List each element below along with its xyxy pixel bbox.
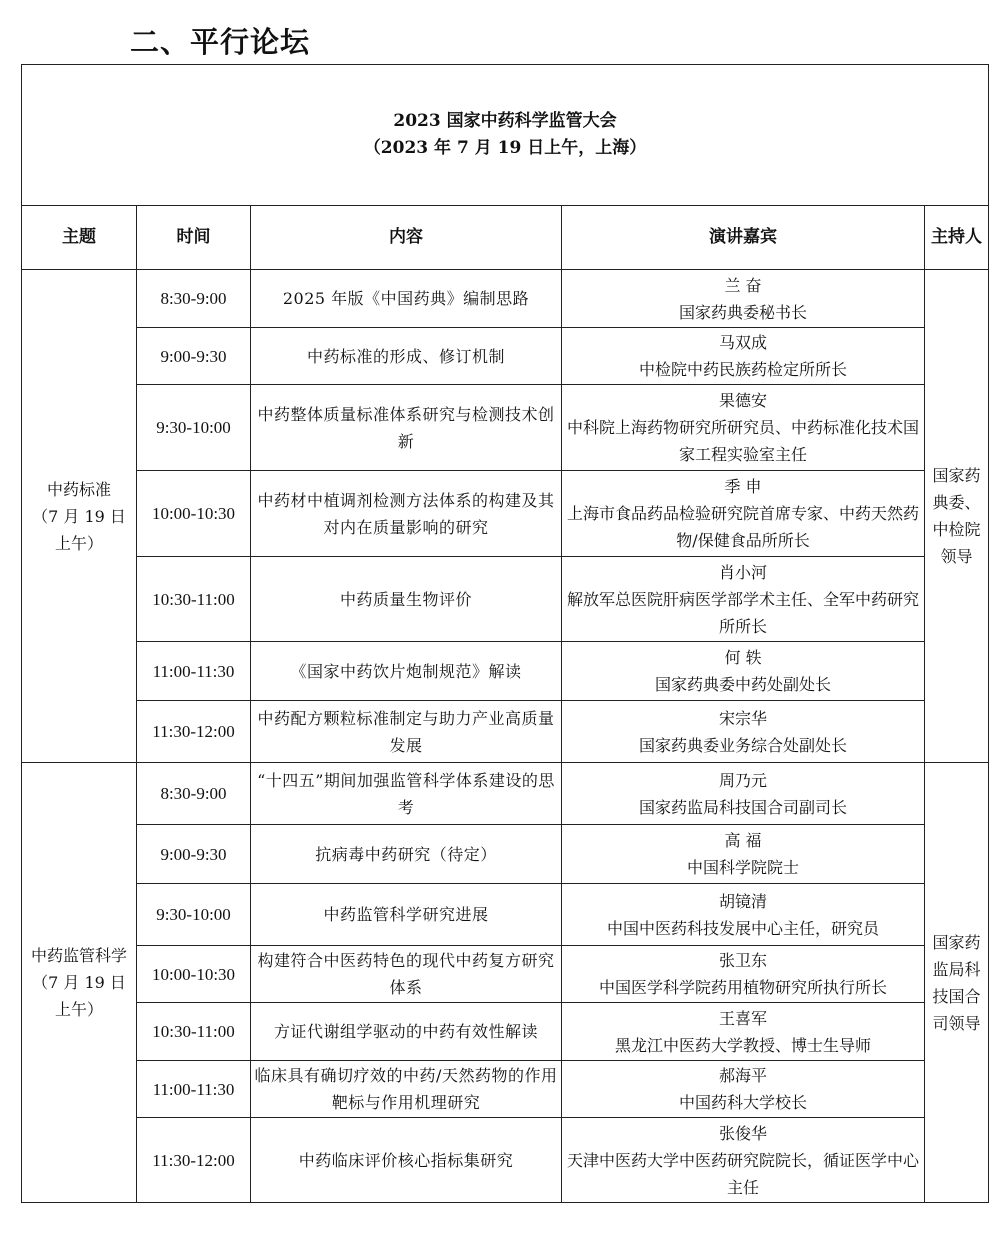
agenda-row <box>22 385 989 471</box>
time-slot: 8:30-9:00 <box>137 270 251 328</box>
agenda-row <box>22 642 989 701</box>
time-slot: 10:00-10:30 <box>137 946 251 1003</box>
speaker-title: 黑龙江中医药大学教授、博士生导师 <box>614 1035 871 1055</box>
speaker-name: 宋宗华 <box>718 708 767 728</box>
banner-row <box>22 65 989 206</box>
time-slot: 9:00-9:30 <box>137 328 251 385</box>
talk-content: 2025 年版《中国药典》编制思路 <box>251 270 562 328</box>
speaker-title: 中国中医药科技发展中心主任，研究员 <box>606 918 879 938</box>
header-speaker: 演讲嘉宾 <box>562 206 925 270</box>
session-host: 国家药监局科技国合司领导 <box>925 763 989 1203</box>
time-slot: 11:00-11:30 <box>137 642 251 701</box>
speaker-cell <box>562 946 925 1003</box>
agenda-row <box>22 1118 989 1203</box>
talk-content: 中药监管科学研究进展 <box>251 884 562 946</box>
speaker-name: 高 福 <box>724 831 762 850</box>
speaker-cell <box>562 884 925 946</box>
agenda-row <box>22 884 989 946</box>
talk-content: 中药配方颗粒标准制定与助力产业高质量发展 <box>251 701 562 763</box>
agenda-table <box>21 64 989 1203</box>
speaker-cell <box>562 825 925 884</box>
agenda-row <box>22 946 989 1003</box>
time-slot: 9:30-10:00 <box>137 385 251 471</box>
agenda-row <box>22 328 989 385</box>
speaker-name: 季 申 <box>724 477 762 496</box>
conference-title: 2023 国家中药科学监管大会 <box>393 111 617 131</box>
agenda-row <box>22 471 989 557</box>
talk-content: 方证代谢组学驱动的中药有效性解读 <box>251 1003 562 1061</box>
time-slot: 11:00-11:30 <box>137 1061 251 1118</box>
section-title: 二、平行论坛 <box>130 25 311 59</box>
speaker-cell <box>562 642 925 701</box>
talk-content: 抗病毒中药研究（待定） <box>251 825 562 884</box>
time-slot: 9:00-9:30 <box>137 825 251 884</box>
speaker-title: 国家药典委秘书长 <box>678 302 807 322</box>
speaker-name: 郝海平 <box>718 1066 767 1085</box>
time-slot: 11:30-12:00 <box>137 1118 251 1203</box>
talk-content: 中药标准的形成、修订机制 <box>251 328 562 385</box>
speaker-title: 国家药典委业务综合处副处长 <box>638 735 847 755</box>
speaker-title: 中国医学科学院药用植物研究所执行所长 <box>598 978 887 997</box>
speaker-cell <box>562 763 925 825</box>
talk-content: 中药临床评价核心指标集研究 <box>251 1118 562 1203</box>
time-slot: 8:30-9:00 <box>137 763 251 825</box>
speaker-name: 马双成 <box>718 333 767 352</box>
speaker-cell <box>562 557 925 642</box>
header-host: 主持人 <box>925 206 989 270</box>
time-slot: 10:30-11:00 <box>137 1003 251 1061</box>
speaker-cell <box>562 385 925 471</box>
header-content: 内容 <box>251 206 562 270</box>
time-slot: 10:00-10:30 <box>137 471 251 557</box>
session-host: 国家药典委、中检院领导 <box>925 270 989 763</box>
speaker-cell <box>562 1118 925 1203</box>
talk-content: 临床具有确切疗效的中药/天然药物的作用靶标与作用机理研究 <box>251 1061 562 1118</box>
talk-content: 中药材中植调剂检测方法体系的构建及其对内在质量影响的研究 <box>251 471 562 557</box>
agenda-row <box>22 270 989 328</box>
speaker-title: 中国科学院院士 <box>686 858 799 877</box>
agenda-row <box>22 557 989 642</box>
speaker-cell <box>562 328 925 385</box>
speaker-title: 中国药科大学校长 <box>678 1093 807 1112</box>
speaker-title: 解放军总医院肝病医学部学术主任、全军中药研究所所长 <box>566 589 919 636</box>
talk-content: 构建符合中医药特色的现代中药复方研究体系 <box>251 946 562 1003</box>
session-topic: 中药监管科学 （7 月 19 日上午） <box>22 763 137 1203</box>
time-slot: 9:30-10:00 <box>137 884 251 946</box>
speaker-name: 肖小河 <box>718 562 767 582</box>
time-slot: 10:30-11:00 <box>137 557 251 642</box>
conference-date-location: （2023 年 7 月 19 日上午，上海） <box>363 138 647 158</box>
conference-banner <box>22 65 989 206</box>
talk-content: “十四五”期间加强监管科学体系建设的思考 <box>251 763 562 825</box>
header-topic: 主题 <box>22 206 137 270</box>
speaker-name: 何 轶 <box>724 648 762 667</box>
speaker-title: 上海市食品药品检验研究院首席专家、中药天然药物/保健食品所所长 <box>566 504 919 550</box>
speaker-name: 果德安 <box>718 391 767 410</box>
speaker-cell <box>562 471 925 557</box>
speaker-name: 周乃元 <box>718 770 767 790</box>
speaker-name: 王喜军 <box>718 1008 767 1028</box>
agenda-row <box>22 1003 989 1061</box>
speaker-cell <box>562 701 925 763</box>
speaker-name: 张卫东 <box>718 951 767 970</box>
speaker-name: 兰 奋 <box>724 275 762 295</box>
speaker-cell <box>562 1061 925 1118</box>
talk-content: 中药质量生物评价 <box>251 557 562 642</box>
speaker-name: 胡镜清 <box>718 891 767 911</box>
agenda-row <box>22 825 989 884</box>
speaker-cell <box>562 270 925 328</box>
speaker-title: 中检院中药民族药检定所所长 <box>638 360 847 379</box>
header-row <box>22 206 989 270</box>
header-time: 时间 <box>137 206 251 270</box>
speaker-title: 国家药典委中药处副处长 <box>654 675 831 694</box>
talk-content: 《国家中药饮片炮制规范》解读 <box>251 642 562 701</box>
session-topic: 中药标准 （7 月 19 日上午） <box>22 270 137 763</box>
agenda-row <box>22 1061 989 1118</box>
time-slot: 11:30-12:00 <box>137 701 251 763</box>
agenda-row <box>22 701 989 763</box>
speaker-name: 张俊华 <box>718 1123 767 1143</box>
speaker-cell <box>562 1003 925 1061</box>
speaker-title: 国家药监局科技国合司副司长 <box>638 797 847 817</box>
talk-content: 中药整体质量标准体系研究与检测技术创新 <box>251 385 562 471</box>
speaker-title: 天津中医药大学中医药研究院院长，循证医学中心主任 <box>566 1150 919 1197</box>
speaker-title: 中科院上海药物研究所研究员、中药标准化技术国家工程实验室主任 <box>566 418 919 464</box>
agenda-row <box>22 763 989 825</box>
